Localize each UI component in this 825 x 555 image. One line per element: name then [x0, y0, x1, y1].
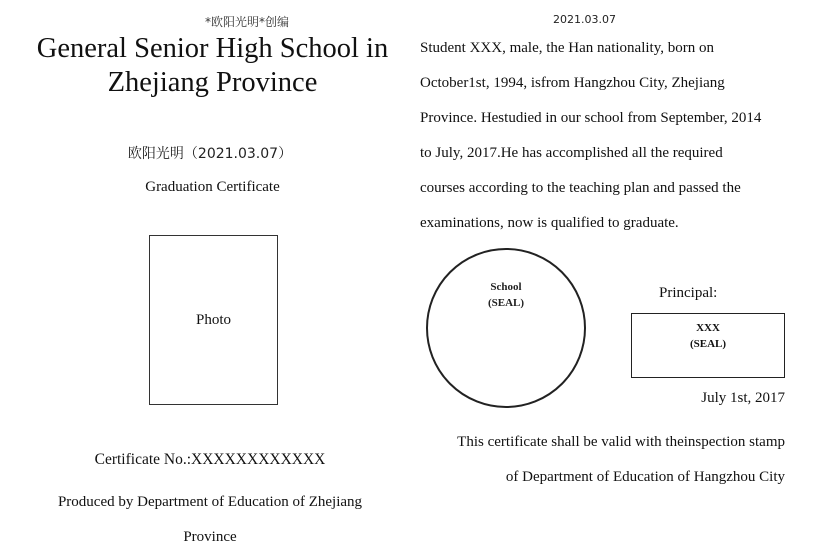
statement-line: Student XXX, male, the Han nationality, born on: [420, 40, 714, 56]
principal-name: XXX: [696, 322, 720, 334]
principal-seal-box: [631, 313, 785, 378]
issuer-line-2: Province: [183, 529, 237, 545]
validity-line-1: This certificate shall be valid with theinspection stamp: [457, 434, 785, 450]
photo-placeholder: [149, 235, 278, 405]
statement-line: examinations, now is qualified to graduate.: [420, 215, 679, 231]
signing-date: July 1st, 2017: [701, 390, 785, 406]
statement-line: Province. Hestudied in our school from September, 2014: [420, 110, 762, 126]
school-seal-label: School: [490, 281, 522, 293]
certificate-statement: [420, 31, 805, 241]
school-title: [10, 32, 415, 100]
statement-line: to July, 2017.He has accomplished all the required: [420, 145, 723, 161]
issuer-line-1: Produced by Department of Education of Zhejiang: [57, 494, 363, 510]
principal-label: Principal:: [659, 285, 718, 301]
certificate-number: Certificate No.:XXXXXXXXXXXX: [94, 451, 326, 468]
validity-line-2: of Department of Education of Hangzhou City: [505, 469, 785, 485]
page-date: 2021.03.07: [553, 13, 616, 26]
author-date: 欧阳光明（2021.03.07）: [127, 146, 293, 162]
statement-line: October1st, 1994, isfrom Hangzhou City, Zhejiang: [420, 75, 725, 91]
principal-seal-mark: (SEAL): [689, 338, 727, 350]
photo-label: Photo: [195, 311, 231, 328]
certificate-label: Graduation Certificate: [145, 179, 280, 195]
issuer: [25, 485, 395, 555]
school-seal-text: [466, 279, 546, 311]
header-author-note: *欧阳光明*创编: [205, 15, 290, 29]
statement-line: courses according to the teaching plan and passed the: [420, 180, 741, 196]
validity-note: [420, 425, 785, 495]
school-title-line-2: Zhejiang Province: [107, 67, 318, 98]
school-title-line-1: General Senior High School in: [36, 33, 389, 64]
school-seal-circle: [426, 248, 586, 408]
school-seal-mark: (SEAL): [487, 297, 525, 309]
